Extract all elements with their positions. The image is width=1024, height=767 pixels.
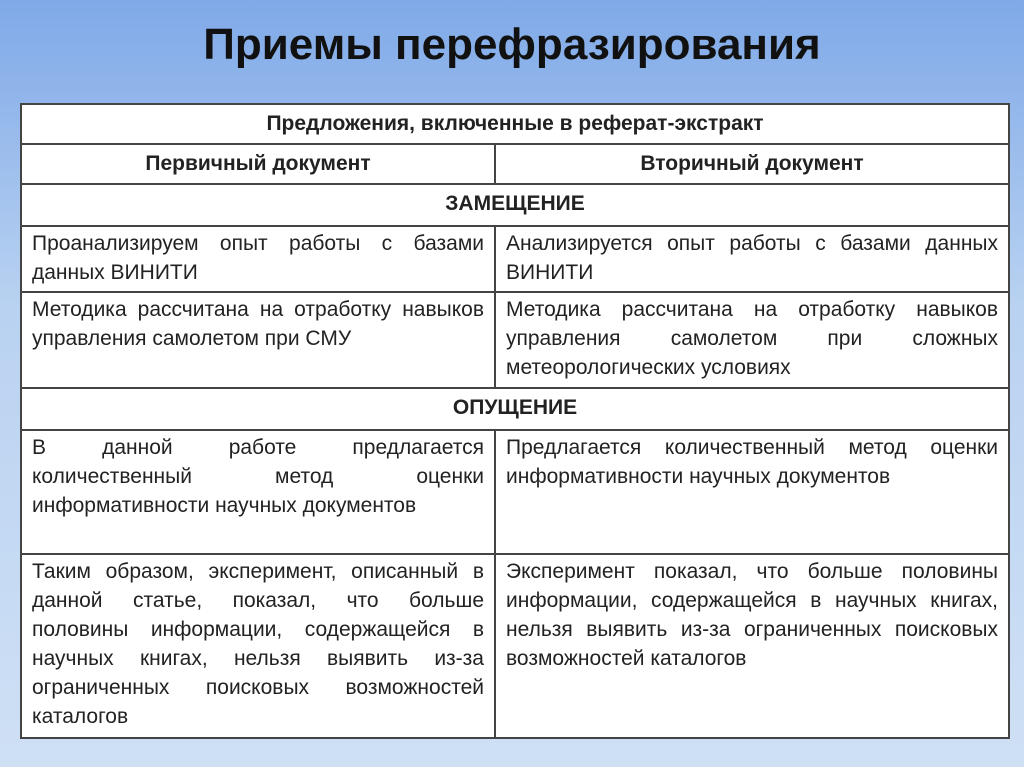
table-header: Предложения, включенные в реферат-экстракт — [21, 104, 1009, 144]
table-header-row — [21, 104, 1009, 144]
section-title-omission: ОПУЩЕНИЕ — [21, 388, 1009, 430]
secondary-cell: Предлагается количественный метод оценки информативности научных документов — [495, 430, 1009, 554]
column-header-primary: Первичный документ — [21, 144, 495, 184]
primary-cell: Таким образом, эксперимент, описанный в данной статье, показал, что больше половины информации, содержащейся в научных книгах, нельзя выявить из-за ограниченных поисковых возможностей каталогов — [21, 554, 495, 738]
primary-cell: Методика рассчитана на отработку навыков управления самолетом при СМУ — [21, 292, 495, 388]
primary-cell: В данной работе предлагается количественный метод оценки информативности научных документов — [21, 430, 495, 554]
secondary-cell: Методика рассчитана на отработку навыков управления самолетом при сложных метеорологических условиях — [495, 292, 1009, 388]
table-row — [21, 554, 1009, 738]
section-row — [21, 184, 1009, 226]
comparison-table — [20, 103, 1010, 739]
column-header-row — [21, 144, 1009, 184]
slide-title: Приемы перефразирования — [203, 20, 821, 69]
secondary-cell: Эксперимент показал, что больше половины информации, содержащейся в научных книгах, нельзя выявить из-за ограниченных поисковых возможностей каталогов — [495, 554, 1009, 738]
table-row — [21, 430, 1009, 554]
section-row — [21, 388, 1009, 430]
primary-cell: Проанализируем опыт работы с базами данных ВИНИТИ — [21, 226, 495, 292]
section-title-substitution: ЗАМЕЩЕНИЕ — [21, 184, 1009, 226]
table-row — [21, 292, 1009, 388]
column-header-secondary: Вторичный документ — [495, 144, 1009, 184]
table-row — [21, 226, 1009, 292]
secondary-cell: Анализируется опыт работы с базами данных ВИНИТИ — [495, 226, 1009, 292]
